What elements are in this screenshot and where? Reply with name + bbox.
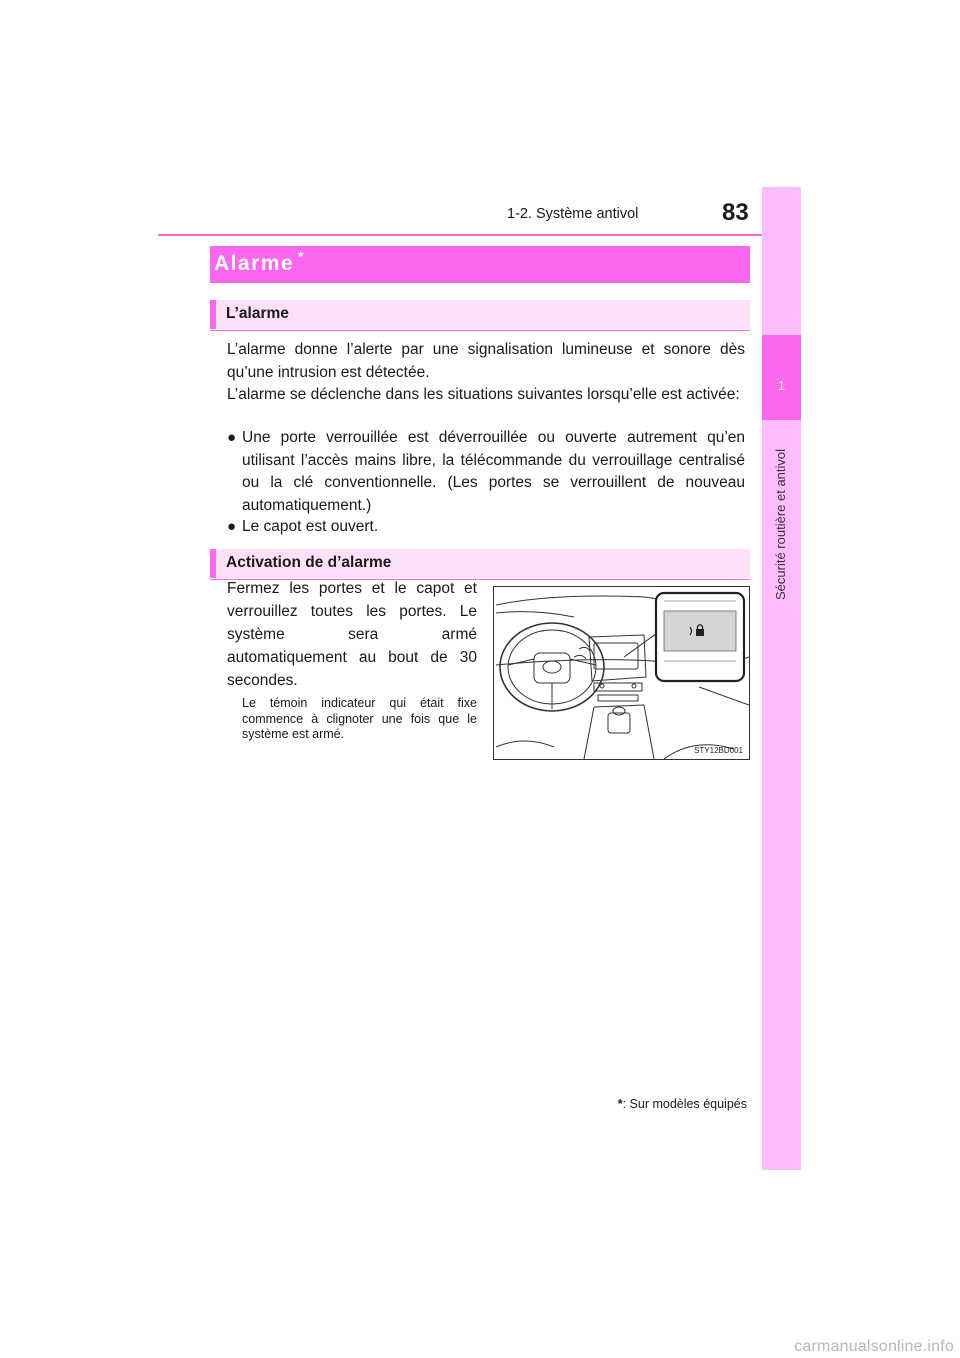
- paragraph-activation: Fermez les portes et le capot et verrouillez toutes les portes. Le système sera armé automatiquement au bout de 30 secondes.: [227, 580, 477, 689]
- title-asterisk: *: [298, 248, 304, 264]
- list-item-text: Une porte verrouillée est déverrouillée ou ouverte autrement qu’en utilisant l’accès mains libre, la télécommande du verrouillage centralisé ou la clé conventionnelle. (Les portes se verrouillent de nouveau automatiquement.): [242, 429, 745, 514]
- subheading-alarme: [210, 300, 750, 329]
- running-header-section: 1-2. Système antivol: [507, 206, 639, 222]
- figure-code: STY12BD001: [694, 746, 743, 755]
- footnote: [618, 1097, 747, 1111]
- bullet-icon: ●: [227, 429, 237, 446]
- chapter-number: 1: [777, 378, 786, 393]
- list-item-text: Le capot est ouvert.: [242, 518, 379, 535]
- header-rule: [158, 234, 801, 236]
- bullet-icon: ●: [227, 518, 237, 535]
- footnote-asterisk: *: [617, 1097, 623, 1111]
- paragraph-conditions: L’alarme se déclenche dans les situations suivantes lorsqu’elle est activée:: [227, 386, 740, 403]
- chapter-title-vertical: [773, 430, 789, 600]
- page-title: Alarme: [214, 252, 295, 275]
- watermark: carmanualsonline.info: [794, 1338, 954, 1355]
- page-number: 83: [722, 199, 749, 226]
- paragraph-intro: L’alarme donne l’alerte par une signalisation lumineuse et sonore dès qu’une intrusion est détectée.: [227, 341, 745, 381]
- dashboard-illustration: [493, 586, 750, 760]
- chapter-title: Sécurité routière et antivol: [773, 448, 788, 600]
- subheading-text: L’alarme: [226, 305, 289, 322]
- footnote-text: : Sur modèles équipés: [622, 1097, 747, 1111]
- list-item: [227, 427, 745, 517]
- dashboard-drawing: [494, 587, 750, 760]
- subheading-activation: [210, 549, 750, 578]
- subheading-text: Activation de d’alarme: [226, 554, 392, 571]
- list-item: [227, 516, 745, 539]
- note-indicator: Le témoin indicateur qui était fixe commence à clignoter une fois que le système est armé.: [242, 696, 477, 741]
